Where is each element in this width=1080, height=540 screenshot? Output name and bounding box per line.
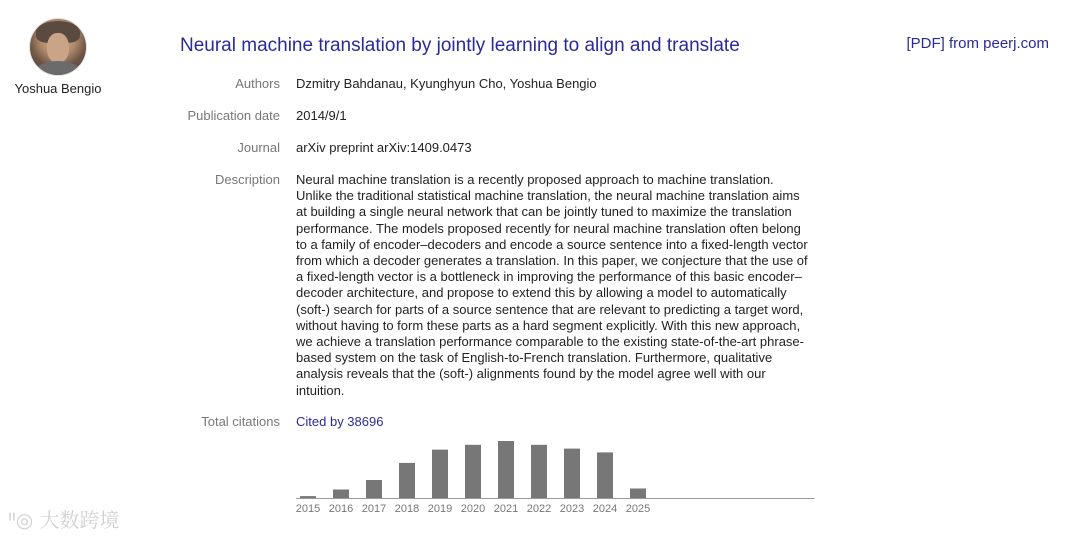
year-tick-label: 2020 xyxy=(460,503,486,515)
citation-bar-2022[interactable] xyxy=(531,445,547,498)
year-tick-label: 2023 xyxy=(559,503,585,515)
publication-date-label: Publication date xyxy=(187,108,280,123)
publication-date-value: 2014/9/1 xyxy=(296,108,347,123)
pdf-link[interactable]: [PDF] from peerj.com xyxy=(906,35,1049,52)
citation-bar-2021[interactable] xyxy=(498,441,514,498)
year-tick-label: 2024 xyxy=(592,503,618,515)
description-value: Neural machine translation is a recently proposed approach to machine translation. Unlike the traditional statistical machine translation, the neural machine translation aims at building a single neural network that can be jointly tuned to maximize the translation performance. The models proposed recently for neural machine translation often belong to a family of encoder–decoders and encode a source sentence into a fixed-length vector from which a decoder generates a translation. In this paper, we conjecture that the use of a fixed-length vector is a bottleneck in improving the performance of this basic encoder–decoder architecture, and propose to extend this by allowing a model to automatically (soft-) search for parts of a source sentence that are relevant to predicting a target word, without having to form these parts as a hard segment explicitly. With this new approach, we achieve a translation performance comparable to the existing state-of-the-art phrase-based system on the task of English-to-French translation. Furthermore, qualitative analysis reveals that the (soft-) alignments found by the model agree well with our intuition. xyxy=(296,172,808,398)
citation-bar-2015[interactable] xyxy=(300,496,316,498)
cited-by-link[interactable]: Cited by 38696 xyxy=(296,414,384,429)
year-tick-label: 2016 xyxy=(328,503,354,515)
year-tick-label: 2017 xyxy=(361,503,387,515)
year-tick-label: 2019 xyxy=(427,503,453,515)
citation-bar-2024[interactable] xyxy=(597,452,613,498)
citation-bar-2018[interactable] xyxy=(399,463,415,498)
watermark-text: 大数跨境 xyxy=(39,508,120,532)
year-tick-label: 2025 xyxy=(625,503,651,515)
citation-bar-2019[interactable] xyxy=(432,450,448,498)
citation-bar-2023[interactable] xyxy=(564,449,580,498)
year-tick-label: 2021 xyxy=(493,503,519,515)
year-tick-label: 2022 xyxy=(526,503,552,515)
profile-name[interactable]: Yoshua Bengio xyxy=(14,81,102,96)
description-label: Description xyxy=(214,172,280,187)
journal-label: Journal xyxy=(237,140,280,155)
authors-value: Dzmitry Bahdanau, Kyunghyun Cho, Yoshua Bengio xyxy=(296,76,597,91)
journal-value: arXiv preprint arXiv:1409.0473 xyxy=(296,140,472,155)
citation-bar-2020[interactable] xyxy=(465,445,481,498)
total-citations-value xyxy=(296,414,383,429)
year-tick-label: 2015 xyxy=(295,503,321,515)
year-tick-label: 2018 xyxy=(394,503,420,515)
avatar[interactable] xyxy=(29,18,87,76)
watermark xyxy=(8,504,120,533)
watermark-logo-icon: ᐦ◎ xyxy=(8,508,34,532)
citations-per-year-chart xyxy=(290,436,820,520)
citation-bar-2016[interactable] xyxy=(333,490,349,499)
avatar-shoulders xyxy=(34,61,82,76)
citation-bar-2025[interactable] xyxy=(630,489,646,499)
total-citations-label: Total citations xyxy=(201,414,280,429)
citation-bar-2017[interactable] xyxy=(366,480,382,498)
article-title-link[interactable]: Neural machine translation by jointly learning to align and translate xyxy=(180,35,740,56)
avatar-face xyxy=(47,33,69,63)
author-profile[interactable] xyxy=(8,16,108,96)
authors-label: Authors xyxy=(235,76,280,91)
